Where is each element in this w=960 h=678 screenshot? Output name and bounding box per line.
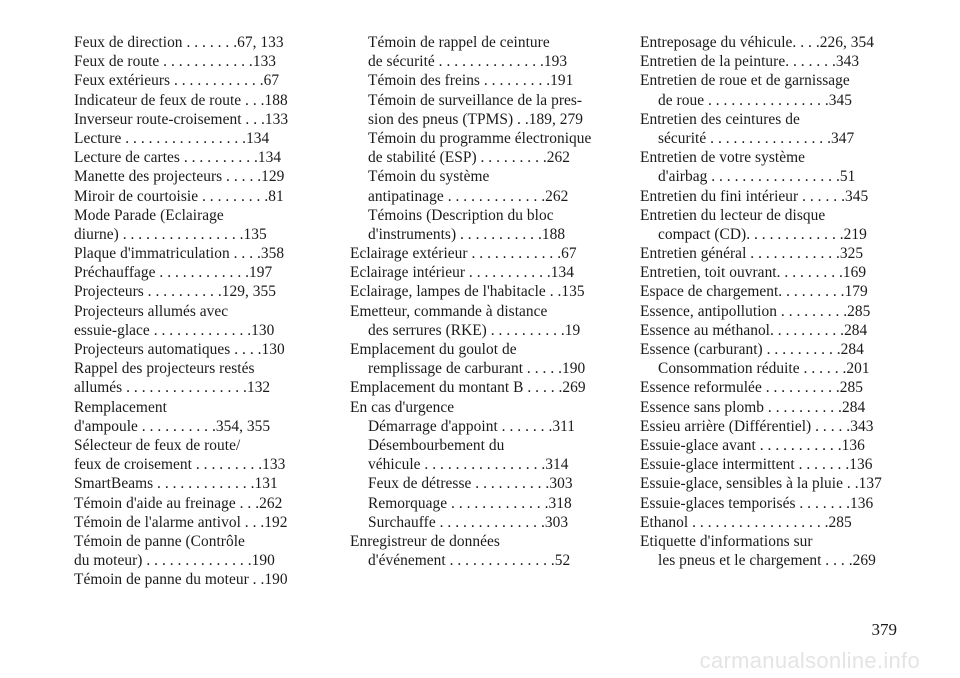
index-line: Entretien du lecteur de disque	[640, 206, 826, 224]
index-line: Remplacement	[74, 398, 167, 416]
index-line: Démarrage d'appoint . . . . . . .311	[368, 417, 576, 435]
index-line: compact (CD). . . . . . . . . . . . .219	[658, 225, 867, 243]
index-line: Emplacement du goulot de	[350, 341, 517, 358]
index-line: Essuie-glace, sensibles à la pluie . .137	[640, 475, 882, 493]
index-line: Sélecteur de feux de route/	[74, 436, 241, 454]
index-line: Enregistreur de données	[350, 532, 500, 550]
index-line: Feux de détresse . . . . . . . . . .303	[368, 475, 573, 493]
watermark: carmanualsonline.info	[699, 648, 920, 673]
index-line: Entretien, toit ouvrant. . . . . . . . .169	[640, 264, 867, 282]
index-line: Eclairage, lampes de l'habitacle . .135	[350, 283, 585, 301]
index-line: Essuie-glace intermittent . . . . . . .136	[640, 456, 873, 474]
index-line: les pneus et le chargement . . . .269	[658, 552, 876, 570]
index-line: Eclairage extérieur . . . . . . . . . . . .67	[350, 245, 577, 263]
index-line: Essuie-glaces temporisés . . . . . . .136	[640, 494, 874, 512]
index-line: d'airbag . . . . . . . . . . . . . . . . .51	[658, 168, 856, 186]
index-line: Miroir de courtoisie . . . . . . . . .81	[74, 187, 284, 205]
index-line: Témoin d'aide au freinage . . .262	[74, 494, 283, 512]
index-line: Feux extérieurs . . . . . . . . . . . .67	[74, 72, 280, 90]
index-column-2	[350, 33, 607, 570]
index-line: véhicule . . . . . . . . . . . . . . . .314	[368, 456, 569, 474]
index-line: Plaque d'immatriculation . . . .358	[74, 245, 285, 263]
index-line: Témoin de panne (Contrôle	[74, 532, 245, 550]
index-line: Lecture de cartes . . . . . . . . . .134	[74, 149, 282, 167]
index-line: Désembourbement du	[368, 436, 505, 454]
index-line: d'instruments) . . . . . . . . . . .188	[368, 225, 566, 243]
index-line: Essence sans plomb . . . . . . . . . .284	[640, 398, 866, 416]
index-line: Manette des projecteurs . . . . .129	[74, 168, 285, 186]
index-line: Essence (carburant) . . . . . . . . . .284	[640, 341, 864, 358]
index-line: Etiquette d'informations sur	[640, 532, 813, 550]
index-line: Lecture . . . . . . . . . . . . . . . .134	[74, 129, 270, 147]
index-line: Eclairage intérieur . . . . . . . . . . .134	[350, 264, 575, 282]
index-line: des serrures (RKE) . . . . . . . . . .19	[368, 321, 581, 339]
index-line: allumés . . . . . . . . . . . . . . . .132	[74, 379, 271, 397]
index-line: sécurité . . . . . . . . . . . . . . . .347	[658, 129, 855, 147]
index-line: Projecteurs . . . . . . . . . .129, 355	[74, 283, 277, 301]
index-line: Entreposage du véhicule. . . .226, 354	[640, 34, 874, 51]
index-line: de sécurité . . . . . . . . . . . . . .193	[368, 53, 568, 71]
index-line: Feux de route . . . . . . . . . . . .133	[74, 53, 277, 71]
index-line: Entretien général . . . . . . . . . . . .325	[640, 245, 864, 263]
index-line: Surchauffe . . . . . . . . . . . . . .303	[368, 513, 569, 531]
index-line: Emplacement du montant B . . . . .269	[350, 379, 586, 397]
index-line: Essence, antipollution . . . . . . . . .285	[640, 302, 871, 320]
index-line: Préchauffage . . . . . . . . . . . .197	[74, 264, 273, 282]
index-line: Entretien de la peinture. . . . . . .343	[640, 53, 860, 71]
index-line: Témoin de l'alarme antivol . . .192	[74, 513, 288, 531]
index-line: Projecteurs allumés avec	[74, 302, 229, 320]
index-line: Témoin de surveillance de la pres-	[368, 91, 583, 109]
index-line: diurne) . . . . . . . . . . . . . . . .135	[74, 225, 267, 243]
index-line: de stabilité (ESP) . . . . . . . . .262	[368, 149, 571, 167]
index-line: Ethanol . . . . . . . . . . . . . . . . . .285	[640, 513, 852, 531]
index-line: Essence au méthanol. . . . . . . . . .284	[640, 321, 868, 339]
index-line: Mode Parade (Eclairage	[74, 206, 224, 224]
index-line: Entretien du fini intérieur . . . . . .345	[640, 187, 869, 205]
index-column-3	[640, 33, 896, 570]
index-line: Entretien des ceintures de	[640, 110, 800, 128]
index-line: Témoins (Description du bloc	[368, 206, 554, 224]
index-line: de roue . . . . . . . . . . . . . . . .345	[658, 91, 853, 109]
index-line: Essuie-glace avant . . . . . . . . . . .136	[640, 436, 865, 454]
index-line: feux de croisement . . . . . . . . .133	[74, 456, 286, 474]
index-line: Témoin de panne du moteur . .190	[74, 571, 288, 589]
index-line: Rappel des projecteurs restés	[74, 360, 255, 378]
index-line: Projecteurs automatiques . . . .130	[74, 341, 285, 358]
index-line: remplissage de carburant . . . . .190	[368, 360, 586, 378]
index-line: En cas d'urgence	[350, 398, 455, 416]
index-line: SmartBeams . . . . . . . . . . . . .131	[74, 475, 278, 493]
index-line: Essence reformulée . . . . . . . . . .285	[640, 379, 864, 397]
index-column-1	[74, 33, 315, 589]
index-line: d'ampoule . . . . . . . . . .354, 355	[74, 417, 271, 435]
index-line: Témoin des freins . . . . . . . . .191	[368, 72, 574, 90]
index-line: Entretien de votre système	[640, 149, 805, 167]
index-line: d'événement . . . . . . . . . . . . . .52	[368, 552, 571, 570]
index-line: Témoin de rappel de ceinture	[368, 34, 550, 51]
index-line: Témoin du programme électronique	[368, 129, 592, 147]
index-line: essuie-glace . . . . . . . . . . . . .130	[74, 321, 275, 339]
index-line: Indicateur de feux de route . . .188	[74, 91, 288, 109]
index-line: Essieu arrière (Différentiel) . . . . .343	[640, 417, 874, 435]
index-line: Consommation réduite . . . . . .201	[658, 360, 870, 378]
index-line: Témoin du système	[368, 168, 490, 186]
index-line: antipatinage . . . . . . . . . . . . .262	[368, 187, 569, 205]
index-line: Inverseur route-croisement . . .133	[74, 110, 289, 128]
index-line: sion des pneus (TPMS) . .189, 279	[368, 110, 583, 128]
index-line: Espace de chargement. . . . . . . . .179	[640, 283, 868, 301]
index-line: Remorquage . . . . . . . . . . . . .318	[368, 494, 572, 512]
index-line: du moteur) . . . . . . . . . . . . . .190	[74, 552, 275, 570]
index-line: Feux de direction . . . . . . .67, 133	[74, 34, 284, 51]
index-line: Entretien de roue et de garnissage	[640, 72, 850, 90]
index-line: Emetteur, commande à distance	[350, 302, 548, 320]
page-number: 379	[871, 620, 897, 639]
